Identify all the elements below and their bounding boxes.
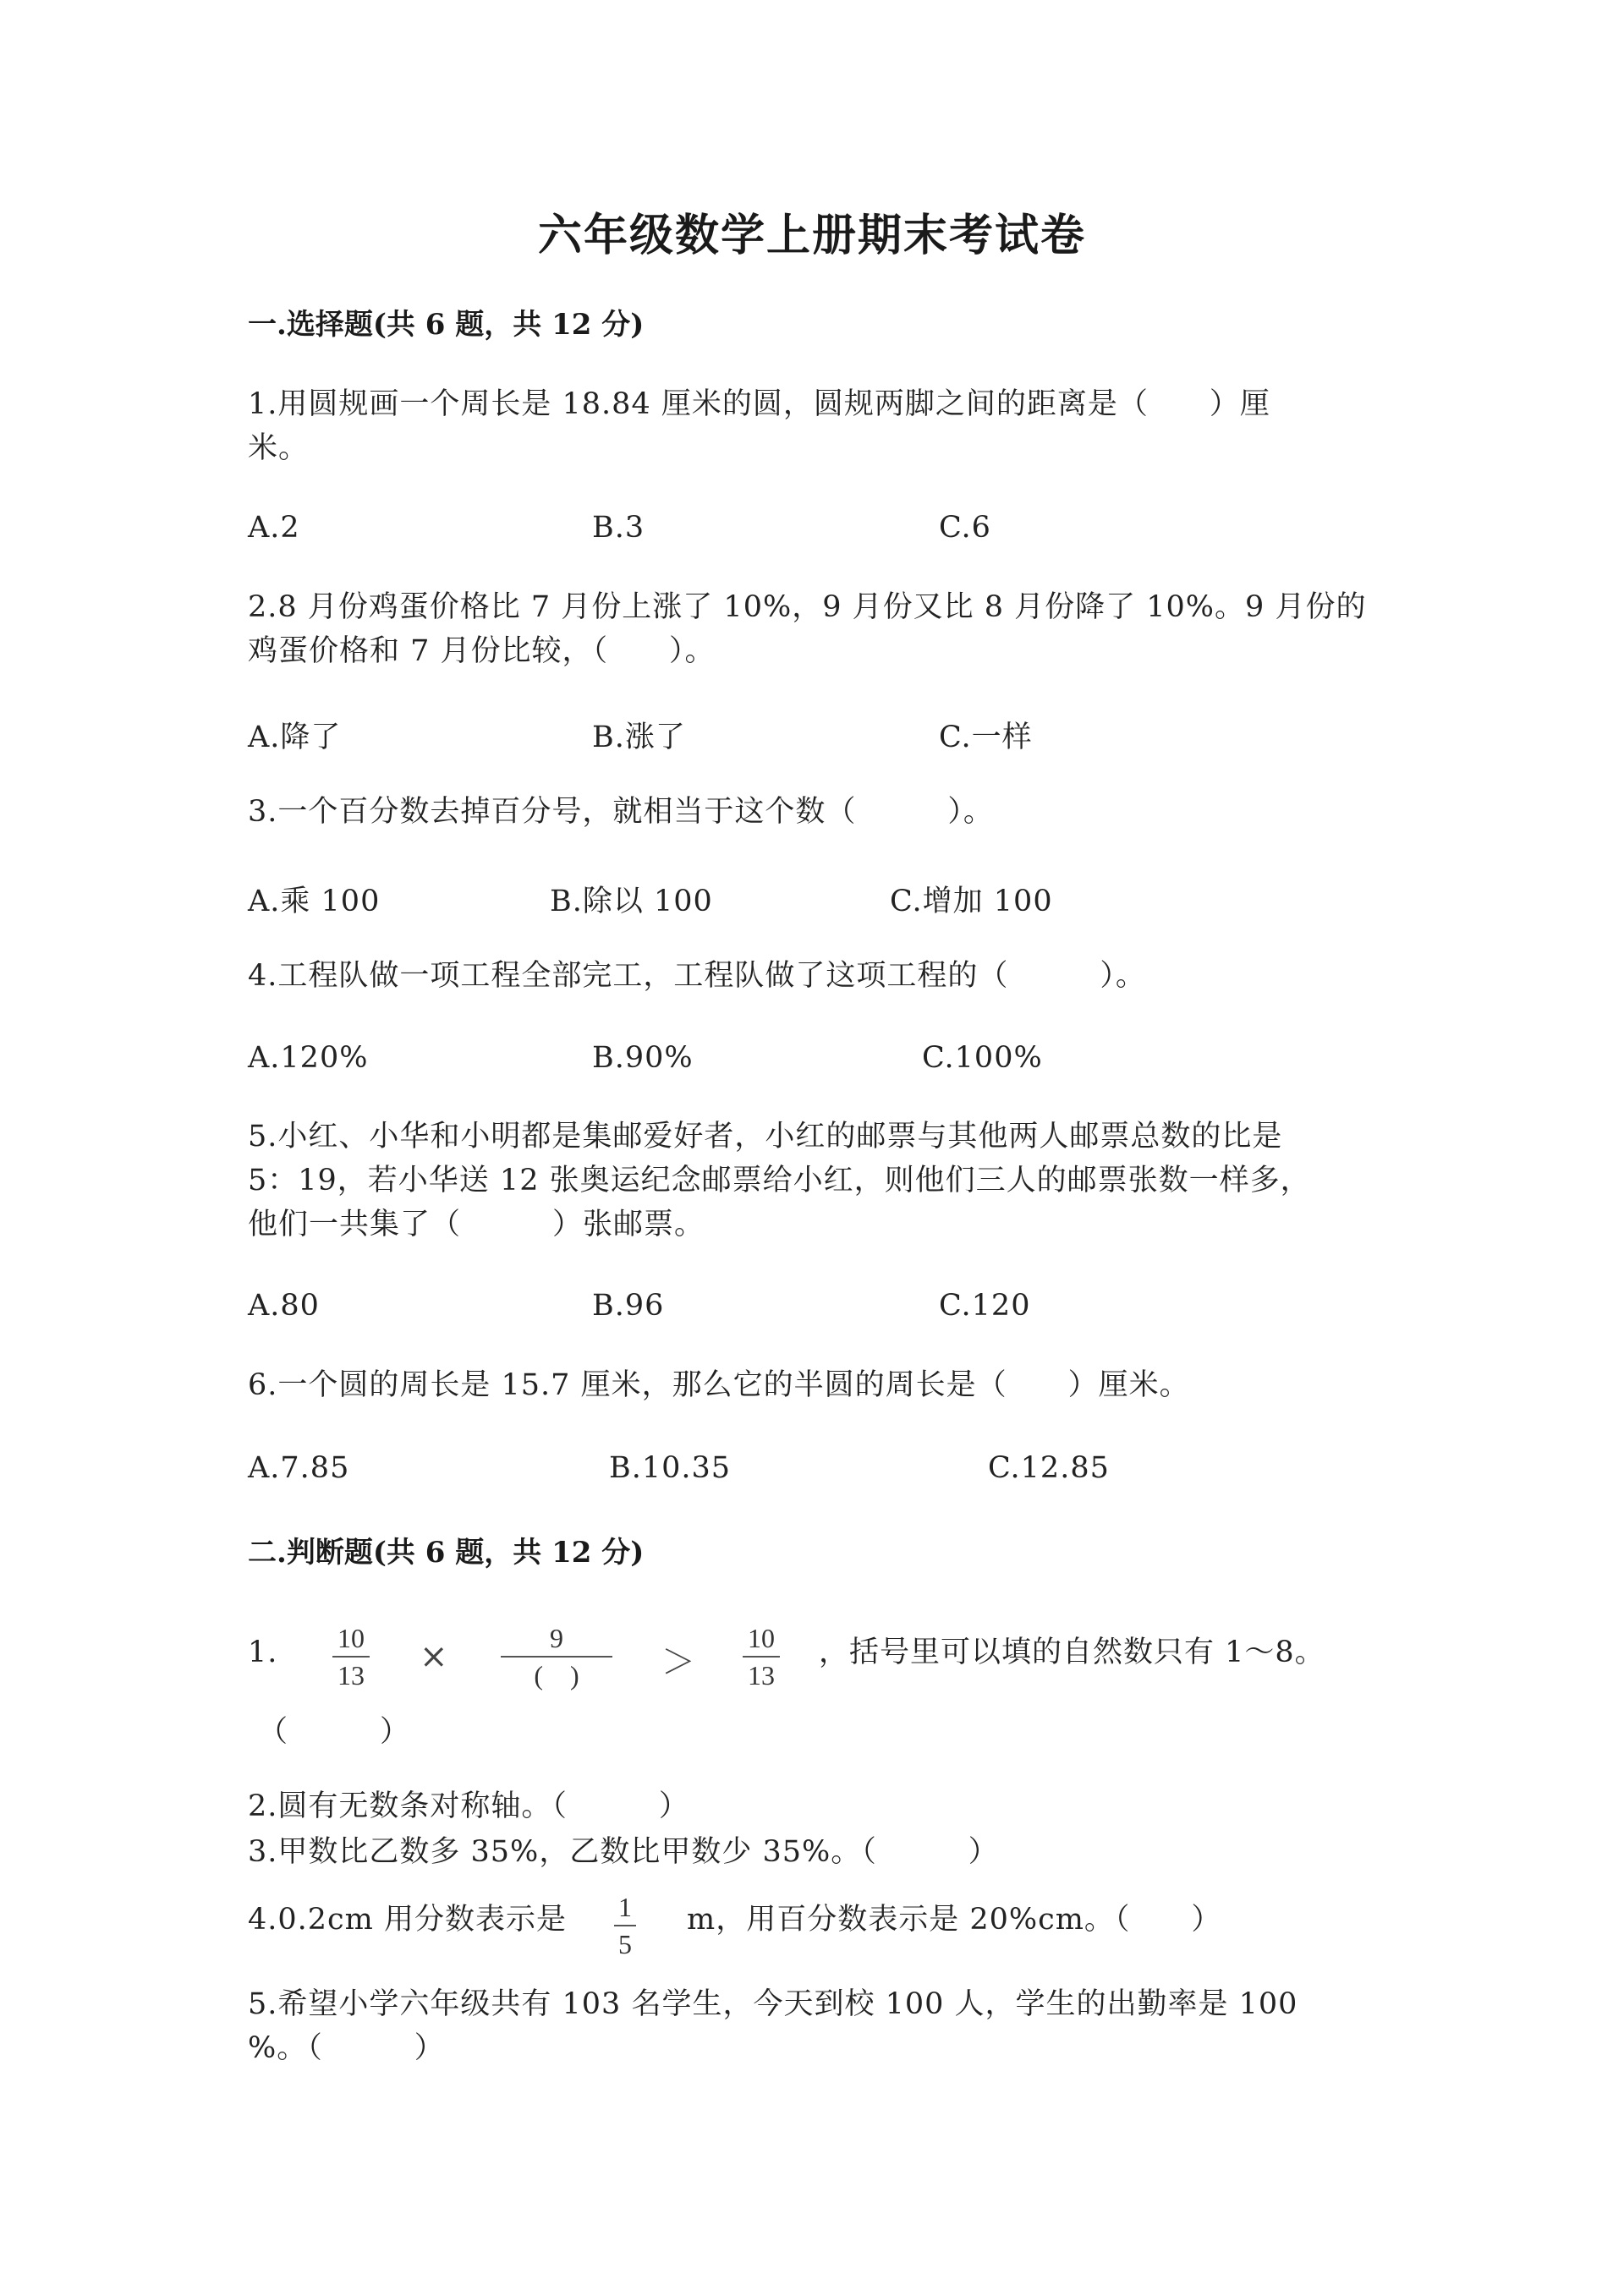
question-4-line-1: 4.工程队做一项工程全部完工，工程队做了这项工程的（ ）。 <box>248 959 1146 993</box>
question-2-option-b: B.涨了 <box>592 721 686 754</box>
fraction-bar <box>332 1656 370 1658</box>
question-2-option-c: C.一样 <box>939 721 1033 754</box>
judge-5-line-2: %。（ ） <box>248 2031 445 2065</box>
question-5-line-3: 他们一共集了（ ）张邮票。 <box>248 1208 705 1241</box>
question-4-option-a: A.120% <box>248 1041 369 1075</box>
question-2-option-a: A.降了 <box>248 721 342 754</box>
judge-1-text: ，括号里可以填的自然数只有 1～8。 <box>819 1636 1325 1669</box>
question-6-line-1: 6.一个圆的周长是 15.7 厘米，那么它的半圆的周长是（ ）厘米。 <box>248 1368 1190 1402</box>
fraction-denominator: ( ) <box>534 1660 579 1690</box>
fraction-one-fifth <box>611 1891 639 1960</box>
judge-1-answer-blank: （ ） <box>258 1715 411 1749</box>
judge-4-suffix: m，用百分数表示是 20%cm。（ ） <box>687 1903 1222 1937</box>
question-3-option-b: B.除以 100 <box>550 885 713 918</box>
fraction-denominator: 13 <box>337 1660 365 1690</box>
fraction-nine-over-blank <box>497 1622 616 1691</box>
page-title: 六年级数学上册期末考试卷 <box>537 210 1086 261</box>
question-2-line-2: 鸡蛋价格和 7 月份比较，（ ）。 <box>248 634 716 668</box>
fraction-ten-thirteenths-2 <box>740 1622 782 1691</box>
question-6-option-a: A.7.85 <box>248 1451 350 1485</box>
question-6-option-c: C.12.85 <box>988 1451 1110 1485</box>
question-5-line-2: 5：19，若小华送 12 张奥运纪念邮票给小红，则他们三人的邮票张数一样多， <box>248 1164 1311 1197</box>
fraction-numerator: 1 <box>618 1892 632 1922</box>
question-4-option-b: B.90% <box>592 1041 694 1075</box>
question-1-line-2: 米。 <box>248 431 310 465</box>
question-2-line-1: 2.8 月份鸡蛋价格比 7 月份上涨了 10%，9 月份又比 8 月份降了 10%。9 月份的 <box>248 590 1367 624</box>
section-heading-multiple-choice: 一.选择题(共 6 题，共 12 分) <box>248 308 645 342</box>
judge-4-prefix: 4.0.2cm 用分数表示是 <box>248 1903 567 1937</box>
fraction-numerator: 9 <box>550 1623 563 1653</box>
times-sign: × <box>420 1637 448 1676</box>
question-1-option-a: A.2 <box>248 511 300 545</box>
question-1-option-b: B.3 <box>592 511 645 545</box>
question-5-option-a: A.80 <box>248 1289 320 1323</box>
fraction-numerator: 10 <box>337 1623 365 1653</box>
question-1-line-1: 1.用圆规画一个周长是 18.84 厘米的圆，圆规两脚之间的距离是（ ）厘 <box>248 387 1270 421</box>
fraction-bar <box>743 1656 780 1658</box>
judge-3-line: 3.甲数比乙数多 35%，乙数比甲数少 35%。（ ） <box>248 1835 999 1869</box>
question-6-option-b: B.10.35 <box>609 1451 732 1485</box>
fraction-ten-thirteenths-1 <box>330 1622 372 1691</box>
question-5-option-c: C.120 <box>939 1289 1031 1323</box>
question-4-option-c: C.100% <box>922 1041 1043 1075</box>
question-3-option-c: C.增加 100 <box>890 885 1053 918</box>
question-5-line-1: 5.小红、小华和小明都是集邮爱好者，小红的邮票与其他两人邮票总数的比是 <box>248 1120 1283 1153</box>
fraction-bar <box>501 1656 612 1658</box>
fraction-denominator: 5 <box>618 1929 632 1959</box>
greater-than-sign: ＞ <box>661 1643 695 1682</box>
question-3-option-a: A.乘 100 <box>248 885 381 918</box>
judge-2-line: 2.圆有无数条对称轴。（ ） <box>248 1789 689 1823</box>
judge-1-number: 1. <box>248 1636 278 1669</box>
question-3-line-1: 3.一个百分数去掉百分号，就相当于这个数（ ）。 <box>248 795 994 829</box>
question-1-option-c: C.6 <box>939 511 991 545</box>
section-heading-true-false: 二.判断题(共 6 题，共 12 分) <box>248 1536 645 1570</box>
judge-5-line-1: 5.希望小学六年级共有 103 名学生，今天到校 100 人，学生的出勤率是 100 <box>248 1987 1298 2021</box>
fraction-numerator: 10 <box>748 1623 775 1653</box>
question-5-option-b: B.96 <box>592 1289 665 1323</box>
fraction-denominator: 13 <box>748 1660 775 1690</box>
fraction-bar <box>614 1925 636 1926</box>
